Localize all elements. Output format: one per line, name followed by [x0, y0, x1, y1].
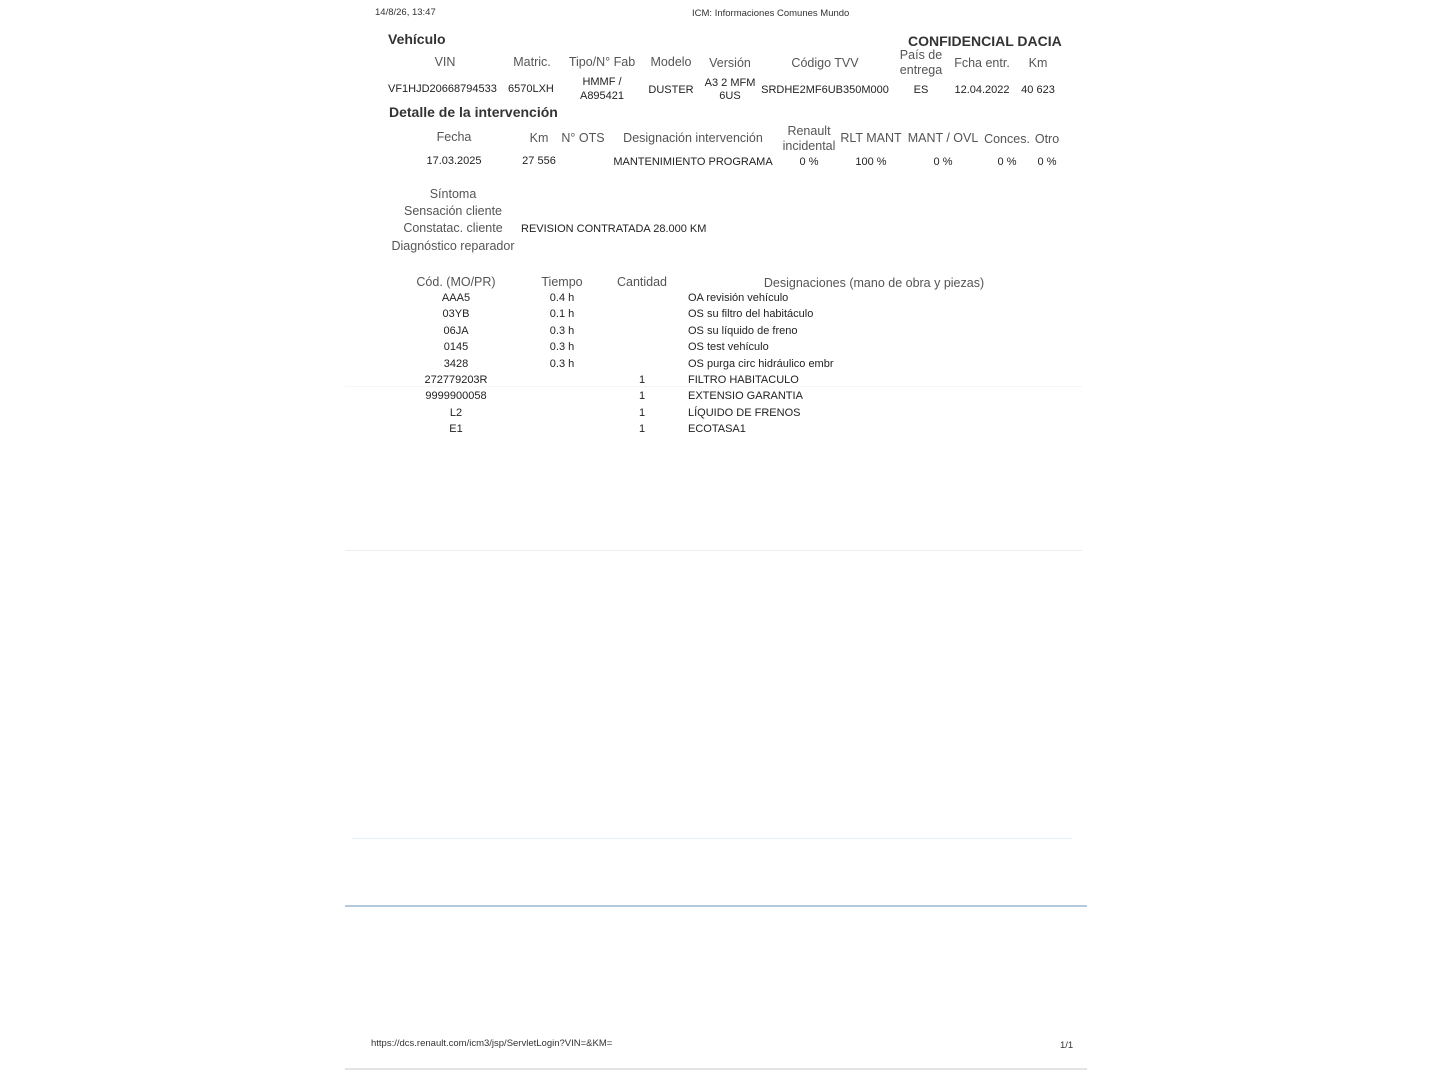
int-fecha: 17.03.2025 [426, 155, 482, 167]
vehicle-tipo-2: A895421 [579, 90, 625, 102]
col-tvv: Código TVV [791, 56, 859, 70]
op-designacion: ECOTASA1 [688, 423, 746, 435]
vehicle-fecha-entrega: 12.04.2022 [954, 84, 1010, 96]
op-designacion: OS purga circ hidráulico embr [688, 358, 834, 370]
op-designacion: EXTENSIO GARANTIA [688, 390, 803, 402]
op-designacion: OS su filtro del habitáculo [688, 308, 814, 320]
label-sensacion-cliente: Sensación cliente [404, 204, 502, 218]
op-cod: 06JA [443, 325, 469, 337]
op-designacion: FILTRO HABITACULO [688, 374, 799, 386]
vehicle-tipo-1: HMMF / [582, 76, 622, 88]
constatac-cliente-value: REVISION CONTRATADA 28.000 KM [521, 223, 707, 235]
col-int-mant: MANT / OVL [907, 131, 979, 145]
op-cantidad: 1 [638, 390, 646, 402]
int-otro: 0 % [1037, 156, 1057, 168]
vehicle-pais: ES [913, 84, 929, 96]
op-designacion: OA revisión vehículo [688, 292, 789, 304]
op-cod: 03YB [442, 308, 470, 320]
int-km: 27 556 [522, 155, 556, 167]
col-version: Versión [709, 56, 751, 70]
int-designacion: MANTENIMIENTO PROGRAMA [613, 156, 773, 168]
page-header-title: ICM: Informaciones Comunes Mundo [692, 8, 850, 19]
scan-line [345, 1068, 1087, 1070]
col-int-renault-2: incidental [782, 139, 836, 153]
col-vin: VIN [434, 55, 456, 69]
op-tiempo: 0.3 h [549, 341, 575, 353]
op-tiempo: 0.3 h [549, 358, 575, 370]
op-cod: AAA5 [441, 292, 471, 304]
col-matric: Matric. [513, 55, 551, 69]
vehicle-version-1: A3 2 MFM [704, 77, 756, 89]
op-cod: 0145 [443, 341, 469, 353]
vehicle-matric: 6570LXH [508, 83, 554, 95]
label-sintoma: Síntoma [429, 187, 477, 201]
footer-url: https://dcs.renault.com/icm3/jsp/ServletLogin?VIN=&KM= [371, 1038, 613, 1049]
col-op-cod: Cód. (MO/PR) [416, 275, 496, 289]
op-designacion: LÍQUIDO DE FRENOS [688, 407, 801, 419]
col-int-fecha: Fecha [436, 130, 472, 144]
col-op-tiempo: Tiempo [541, 275, 583, 289]
int-conces: 0 % [997, 156, 1017, 168]
col-int-ots: N° OTS [561, 131, 605, 145]
col-int-designacion: Designación intervención [623, 131, 763, 145]
vehicle-version-2: 6US [719, 90, 741, 102]
op-cantidad: 1 [638, 423, 646, 435]
vehicle-modelo: DUSTER [648, 84, 694, 96]
op-cantidad: 1 [638, 407, 646, 419]
col-modelo: Modelo [650, 55, 692, 69]
col-km: Km [1028, 56, 1048, 70]
vehicle-section-title: Vehículo [388, 31, 446, 47]
op-cantidad: 1 [638, 374, 646, 386]
col-op-cantidad: Cantidad [616, 275, 668, 289]
vehicle-vin: VF1HJD20668794533 [388, 83, 497, 95]
int-mant: 0 % [933, 156, 953, 168]
scan-line [345, 550, 1082, 551]
op-tiempo: 0.1 h [549, 308, 575, 320]
op-cod: E1 [449, 423, 463, 435]
op-cod: 3428 [443, 358, 469, 370]
int-renault: 0 % [799, 156, 819, 168]
col-int-km: Km [529, 131, 549, 145]
op-cod: 272779203R [424, 374, 488, 386]
col-int-renault-1: Renault [787, 124, 831, 138]
print-datetime: 14/8/26, 13:47 [375, 7, 436, 18]
col-pais-1: País de [899, 48, 943, 62]
confidential-label: CONFIDENCIAL DACIA [908, 33, 1062, 49]
op-cod: L2 [449, 407, 463, 419]
col-int-otro: Otro [1034, 132, 1060, 146]
op-designacion: OS su líquido de freno [688, 325, 798, 337]
intervention-section-title: Detalle de la intervención [389, 104, 558, 120]
col-op-designaciones: Designaciones (mano de obra y piezas) [763, 276, 985, 290]
op-tiempo: 0.3 h [549, 325, 575, 337]
scan-line [352, 838, 1072, 839]
col-int-conces: Conces. [984, 132, 1030, 146]
col-tipo: Tipo/N° Fab [568, 55, 636, 69]
col-fecha-entrega: Fcha entr. [954, 56, 1010, 70]
label-diagnostico-reparador: Diagnóstico reparador [391, 239, 515, 253]
col-pais-2: entrega [899, 63, 943, 77]
col-int-rlt: RLT MANT [840, 131, 902, 145]
vehicle-tvv: SRDHE2MF6UB350M000 [761, 84, 889, 96]
page-number: 1/1 [1060, 1040, 1074, 1051]
op-designacion: OS test vehículo [688, 341, 769, 353]
int-rlt: 100 % [855, 156, 887, 168]
label-constatac-cliente: Constatac. cliente [403, 221, 503, 235]
op-tiempo: 0.4 h [549, 292, 575, 304]
scan-line [345, 386, 1082, 387]
op-cod: 9999900058 [425, 390, 487, 402]
vehicle-km: 40 623 [1021, 84, 1055, 96]
scan-line [345, 905, 1087, 907]
